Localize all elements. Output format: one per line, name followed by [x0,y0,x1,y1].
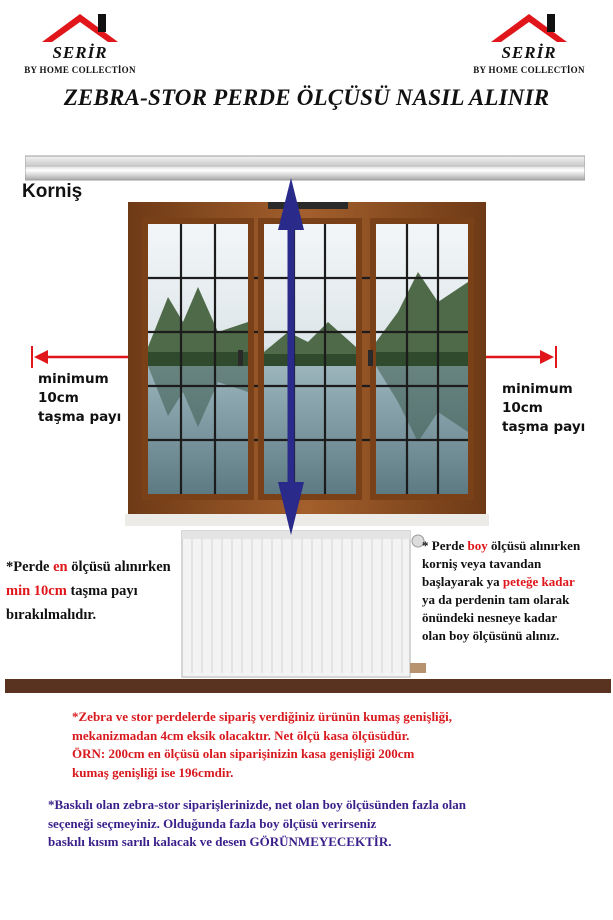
brand-name: SERİR [52,43,108,62]
height-measure-note [422,537,612,645]
info-line: seçeneği seçmeyiniz. Olduğunda fazla boy ölçüsü verirseniz [48,815,377,831]
note-line: minimum [38,371,109,387]
note-line: taşma payı [38,409,122,425]
info-line: kumaş genişliği ise 196cmdir. [72,764,234,780]
brand-name: SERİR [501,43,557,62]
page-title: ZEBRA-STOR PERDE ÖLÇÜSÜ NASIL ALINIR [63,85,550,110]
house-roof-icon [40,10,120,46]
text: başlayarak ya [422,574,503,589]
floor-strip [5,679,611,693]
brand-tagline: BY HOME COLLECTİON [473,65,585,75]
text: bırakılmalıdır. [6,607,97,623]
note-line: 10cm [502,400,543,416]
brand-tagline: BY HOME COLLECTİON [24,65,136,75]
text: ölçüsü alınırken [487,538,581,553]
text: *Perde [6,559,54,575]
brand-logo-right [469,10,589,80]
printed-product-info [48,796,608,852]
text: korniş veya tavandan [422,556,542,571]
info-line: baskılı kısım sarılı kalacak ve desen GÖRÜNMEYECEKTİR. [48,834,392,849]
height-arrow [278,178,304,535]
text: olan boy ölçüsünü alınız. [422,628,560,643]
width-measure-note [6,555,186,627]
info-line: mekanizmadan 4cm eksik olacaktır. Net ölçü kasa ölçüsüdür. [72,727,410,743]
kornis-label: Korniş [22,181,83,202]
highlight: en [53,559,68,575]
text: taşma payı [66,583,138,599]
note-line: 10cm [38,390,79,406]
info-line: *Zebra ve stor perdelerde sipariş verdiğiniz ürünün kumaş genişliği, [72,709,453,724]
left-overhang-arrow [32,346,128,368]
right-overhang-arrow [486,346,556,368]
measurement-arrows [0,170,613,550]
brand-logo-left [20,10,140,80]
house-roof-icon [489,10,569,46]
info-line: *Baskılı olan zebra-stor siparişlerinizde, net olan boy ölçüsünden fazla olan [48,797,466,812]
text: önündeki nesneye kadar [422,610,558,625]
highlight: min 10cm [6,583,67,599]
note-line: minimum [502,381,573,397]
left-overhang-note [38,370,121,427]
text: ya da perdenin tam olarak [422,592,570,607]
text: * Perde [422,538,468,553]
highlight: boy [467,538,488,553]
note-line: taşma payı [502,419,586,435]
info-line: ÖRN: 200cm en ölçüsü olan siparişinizin kasa genişliği 200cm [72,746,415,761]
right-overhang-note [502,380,585,437]
fabric-width-info [72,708,592,782]
text: ölçüsü alınırken [67,559,171,575]
highlight: peteğe kadar [502,574,575,589]
